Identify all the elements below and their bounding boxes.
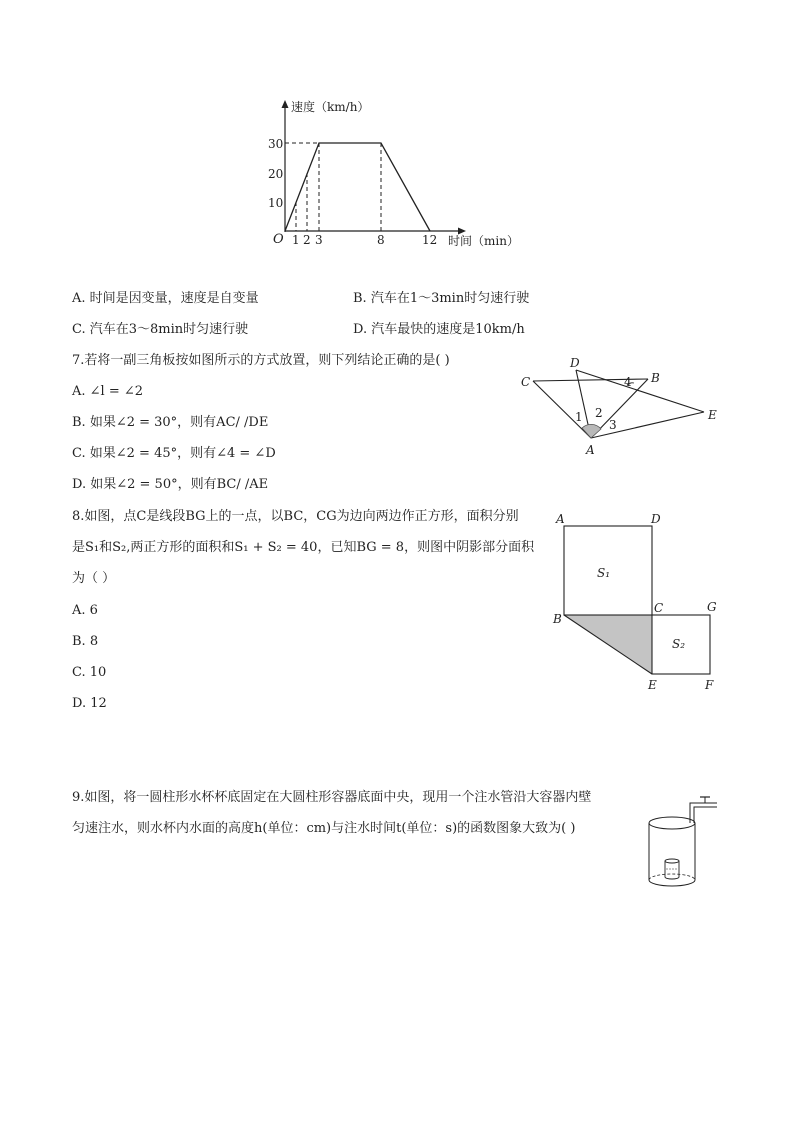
q8-option-b[interactable]: B. 8: [72, 634, 99, 649]
point-label-d: D: [651, 512, 661, 526]
x-tick-1: 1: [292, 233, 300, 247]
q6-option-a[interactable]: A. 时间是因变量，速度是自变量: [72, 291, 259, 306]
y-axis-label: 速度（km/h）: [291, 100, 370, 114]
x-tick-2: 2: [303, 233, 311, 247]
point-label-f: F: [705, 678, 714, 692]
q8-option-c[interactable]: C. 10: [72, 665, 107, 680]
y-tick-20: 20: [268, 167, 284, 181]
point-label-c: C: [654, 601, 664, 615]
point-label-e: E: [648, 678, 657, 692]
q9-stem-line1: 9.如图，将一圆柱形水杯杯底固定在大圆柱形容器底面中央，现用一个注水管沿大容器内壁: [72, 790, 592, 805]
q7-option-b[interactable]: B. 如果∠2 = 30°，则有AC/ /DE: [72, 415, 269, 430]
point-label-a: A: [556, 512, 565, 526]
q8-stem-line3: 为（ ）: [72, 571, 116, 586]
point-label-b: B: [553, 612, 562, 626]
q7-option-a[interactable]: A. ∠l = ∠2: [72, 384, 144, 399]
point-label-e: E: [708, 408, 717, 422]
q8-stem-line1: 8.如图，点C是线段BG上的一点，以BC，CG为边向两边作正方形，面积分别: [72, 509, 519, 524]
point-label-d: D: [570, 356, 580, 370]
q7-option-d[interactable]: D. 如果∠2 = 50°，则有BC/ /AE: [72, 477, 269, 492]
x-tick-3: 3: [315, 233, 323, 247]
q9-stem-line2: 匀速注水，则水杯内水面的高度h(单位：cm)与注水时间t(单位：s)的函数图象大致为( ): [72, 821, 576, 836]
point-label-c: C: [521, 375, 531, 389]
x-axis-label: 时间（min）: [448, 234, 519, 248]
angle-label-3: 3: [609, 418, 617, 432]
q6-option-d[interactable]: D. 汽车最快的速度是10km/h: [353, 322, 525, 337]
y-tick-30: 30: [268, 137, 284, 151]
point-label-a: A: [586, 443, 595, 457]
point-label-b: B: [651, 371, 660, 385]
q6-option-c[interactable]: C. 汽车在3～8min时匀速行驶: [72, 322, 249, 337]
x-tick-12: 12: [422, 233, 438, 247]
q7-option-c[interactable]: C. 如果∠2 = 45°，则有∠4 = ∠D: [72, 446, 276, 461]
angle-label-4: 4: [624, 375, 632, 389]
area-label-s1: S₁: [597, 566, 611, 580]
q7-stem: 7.若将一副三角板按如图所示的方式放置，则下列结论正确的是( ): [72, 353, 450, 368]
origin-label: O: [273, 232, 284, 247]
q8-option-d[interactable]: D. 12: [72, 696, 107, 711]
q8-stem-line2: 是S₁和S₂,两正方形的面积和S₁ + S₂ = 40，已知BG = 8，则图中阴影部分面积: [72, 540, 535, 555]
angle-label-1: 1: [575, 410, 583, 424]
point-label-g: G: [707, 600, 717, 614]
q6-option-b[interactable]: B. 汽车在1～3min时匀速行驶: [353, 291, 530, 306]
x-tick-8: 8: [377, 233, 385, 247]
angle-label-2: 2: [595, 406, 603, 420]
y-tick-10: 10: [268, 196, 284, 210]
area-label-s2: S₂: [672, 637, 686, 651]
q8-option-a[interactable]: A. 6: [72, 603, 98, 618]
